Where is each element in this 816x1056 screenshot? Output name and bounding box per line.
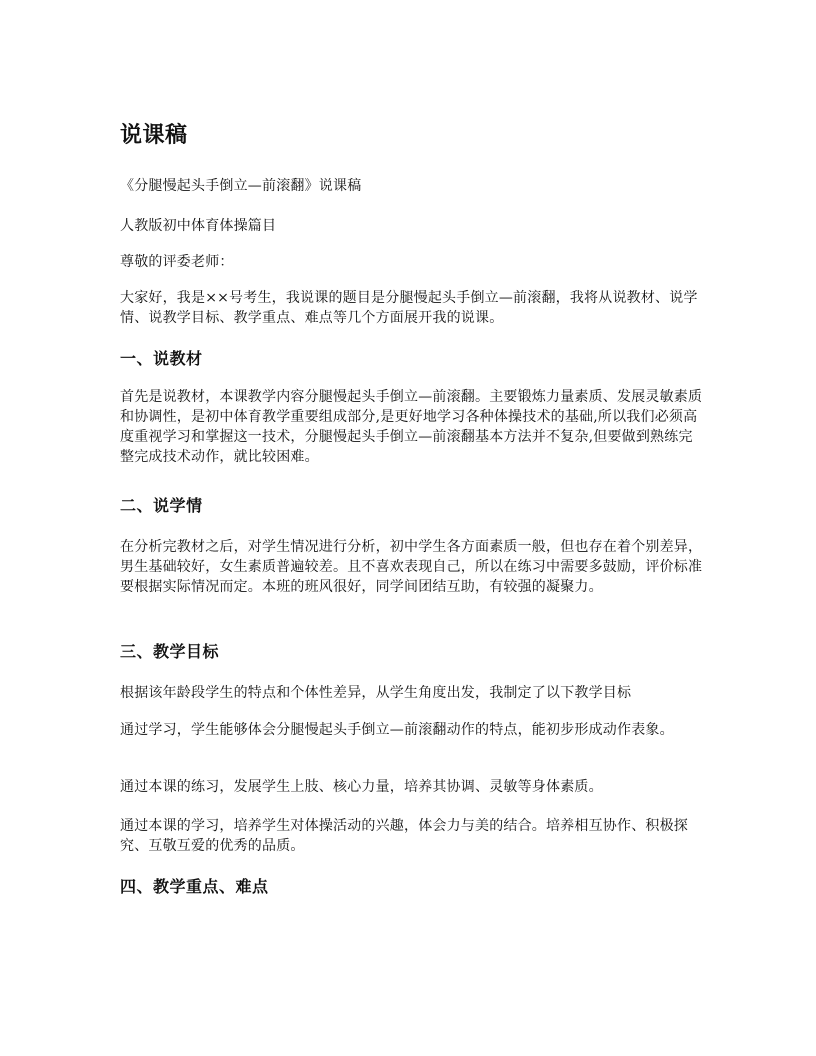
publisher-line: 人教版初中体育体操篇目	[120, 218, 277, 234]
objective-paragraph-2: 通过本课的练习，发展学生上肢、核心力量，培养其协调、灵敏等身体素质。	[120, 779, 603, 795]
greeting-line: 尊敬的评委老师：	[120, 254, 234, 270]
section-heading-objectives: 三、教学目标	[120, 642, 220, 661]
section-heading-students: 二、说学情	[120, 496, 203, 515]
objective-paragraph-1: 通过学习，学生能够体会分腿慢起头手倒立—前滚翻动作的特点，能初步形成动作表象。	[120, 722, 674, 738]
section-heading-key-points: 四、教学重点、难点	[120, 877, 269, 896]
section-heading-textbook: 一、说教材	[120, 349, 203, 368]
intro-paragraph: 大家好，我是××号考生，我说课的题目是分腿慢起头手倒立—前滚翻，我将从说教材、说学情、说教学目标、教学重点、难点等几个方面展开我的说课。	[120, 290, 698, 326]
document-title: 说课稿	[120, 123, 188, 148]
students-paragraph: 在分析完教材之后，对学生情况进行分析，初中学生各方面素质一般，但也存在着个别差异，男生基础较好，女生素质普遍较差。且不喜欢表现自己，所以在练习中需要多鼓励，评价标准要根据实际情况而定。本班的班风很好，同学间团结互助，有较强的凝聚力。	[120, 539, 703, 595]
textbook-paragraph: 首先是说教材，本课教学内容分腿慢起头手倒立—前滚翻。主要锻炼力量素质、发展灵敏素质和协调性，是初中体育教学重要组成部分,是更好地学习各种体操技术的基础,所以我们必须高度重视学习和掌握这一技术，分腿慢起头手倒立—前滚翻基本方法并不复杂,但要做到熟练完整完成技术动作，就比较困难。	[120, 389, 703, 465]
document-subtitle: 《分腿慢起头手倒立—前滚翻》说课稿	[120, 178, 362, 194]
objectives-intro-paragraph: 根据该年龄段学生的特点和个体性差异，从学生角度出发，我制定了以下教学目标	[120, 685, 632, 701]
objective-paragraph-3: 通过本课的学习，培养学生对体操活动的兴趣，体会力与美的结合。培养相互协作、积极探究、互敬互爱的优秀的品质。	[120, 818, 688, 854]
